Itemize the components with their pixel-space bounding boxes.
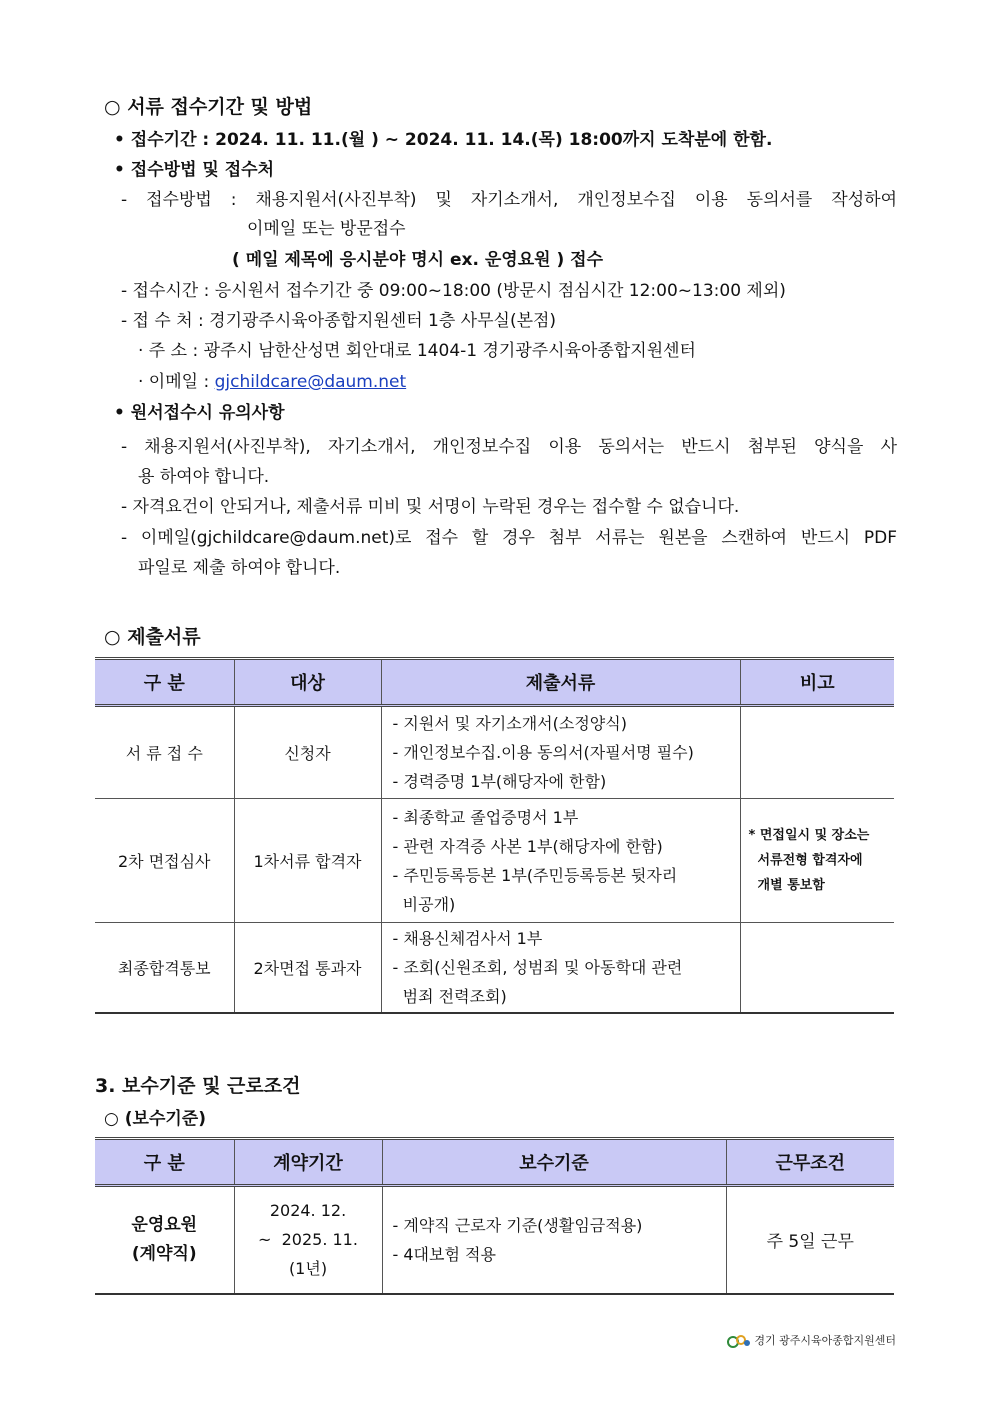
col-header-condition: 근무조건 [726,1139,894,1186]
doc-item: 비공개) [392,894,456,914]
col-header-docs: 제출서류 [381,659,740,706]
row-docs [381,706,740,799]
col-header-period: 계약기간 [234,1139,382,1186]
doc-item: - 최종학교 졸업증명서 1부 [392,807,579,827]
doc-item: - 지원서 및 자기소개서(소정양식) [392,714,627,733]
row-note [740,706,894,799]
role-line: (계약직) [131,1243,197,1264]
doc-item: - 조회(신원조회, 성범죄 및 아동학대 관련 [392,958,683,977]
role-line: 운영요원 [131,1214,198,1235]
row-condition: 주 5일 근무 [726,1186,894,1294]
col-header-target: 대상 [234,659,381,706]
caution1-line1: - 채용지원서(사진부착), 자기소개서, 개인정보수집 이용 동의서는 반드시 첨부된 양식을 사 [121,437,897,457]
row-target: 2차면접 통과자 [234,923,381,1014]
footer-logo [727,1332,896,1349]
col-header-stage: 구 분 [95,659,234,706]
row-docs [381,923,740,1014]
doc-item: - 채용신체검사서 1부 [392,929,543,948]
pay-item: - 계약직 근로자 기준(생활임금적용) [392,1215,643,1235]
section-title-pay: 3. 보수기준 및 근로조건 [95,1075,301,1097]
row-pay [382,1186,726,1294]
doc-item: - 관련 자격증 사본 1부(해당자에 한함) [392,836,663,856]
row-stage: 서 류 접 수 [95,706,234,799]
col-header-role: 구 분 [95,1139,234,1186]
doc-item: 범죄 전력조회) [392,987,507,1006]
caution1-line2: 용 하여야 합니다. [138,467,270,487]
reception-hours: - 접수시간 : 응시원서 접수기간 중 09:00~18:00 (방문시 점심시간 12:00~13:00 제외) [121,281,786,301]
documents-table [95,657,894,1014]
row-role [95,1186,234,1294]
note-line: * 면접일시 및 장소는 [748,828,870,843]
row-note [740,799,894,923]
reception-place: - 접 수 처 : 경기광주시육아종합지원센터 1층 사무실(본점) [121,311,557,331]
table-row [95,799,894,923]
pay-item: - 4대보험 적용 [392,1244,496,1264]
pay-table [95,1137,894,1295]
reception-period: • 접수기간 : 2024. 11. 11.(월 ) ~ 2024. 11. 14.(목) 18:00까지 도착분에 한함. [114,130,773,150]
row-docs [381,799,740,923]
period-line: (1년) [288,1259,328,1279]
documents-table-header [95,659,894,706]
note-line: 개별 통보함 [748,878,825,893]
row-period [234,1186,382,1294]
email-label: · 이메일 : [138,372,215,392]
caution3-line2: 파일로 제출 하여야 합니다. [138,558,341,578]
method-note: ( 메일 제목에 응시분야 명시 ex. 운영요원 ) 접수 [232,250,604,270]
note-line: 서류전형 합격자에 [748,853,863,868]
reception-email-line [138,367,406,392]
pay-table-header [95,1139,894,1186]
row-note [740,923,894,1014]
pay-subheading: ○ (보수기준) [104,1109,206,1129]
method-heading: • 접수방법 및 접수처 [114,160,275,180]
col-header-note: 비고 [740,659,894,706]
method-line1: - 접수방법 : 채용지원서(사진부착) 및 자기소개서, 개인정보수집 이용 동의서를 작성하여 [121,190,897,210]
doc-item: - 개인정보수집.이용 동의서(자필서명 필수) [392,743,694,762]
row-target: 신청자 [234,706,381,799]
section-heading-documents: ○ 제출서류 [104,626,201,648]
table-row [95,1186,894,1294]
row-stage: 2차 면접심사 [95,799,234,923]
col-header-pay: 보수기준 [382,1139,726,1186]
row-stage: 최종합격통보 [95,923,234,1014]
email-link[interactable]: gjchildcare@daum.net [214,372,407,392]
method-line2: 이메일 또는 방문접수 [247,219,406,239]
period-line: 2024. 12. [269,1201,347,1221]
center-logo-icon [727,1333,751,1349]
caution2: - 자격요건이 안되거나, 제출서류 미비 및 서명이 누락된 경우는 접수할 수 없습니다. [121,497,740,517]
caution3-line1: - 이메일(gjchildcare@daum.net)로 접수 할 경우 첨부 서류는 원본을 스캔하여 반드시 PDF [121,528,897,548]
logo-text: 경기 광주시육아종합지원센터 [754,1334,896,1347]
doc-item: - 주민등록등본 1부(주민등록등본 뒷자리 [392,865,678,885]
period-line: ~ 2025. 11. [258,1230,358,1250]
table-row [95,706,894,799]
table-row [95,923,894,1014]
section-heading-reception: ○ 서류 접수기간 및 방법 [104,96,313,118]
caution-heading: • 원서접수시 유의사항 [114,403,285,423]
row-target: 1차서류 합격자 [234,799,381,923]
doc-item: - 경력증명 1부(해당자에 한함) [392,772,607,791]
reception-address: · 주 소 : 광주시 남한산성면 회안대로 1404-1 경기광주시육아종합지원센터 [138,341,696,361]
